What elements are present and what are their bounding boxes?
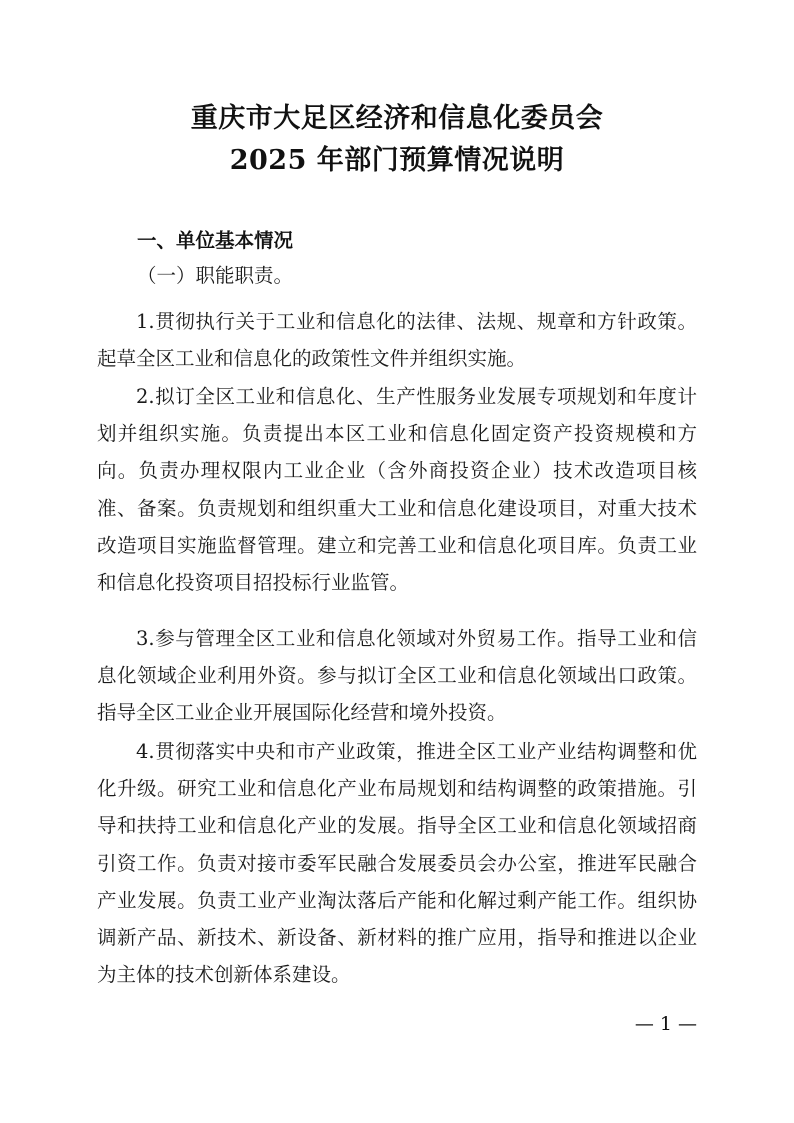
page-number: — 1 —	[634, 1013, 697, 1035]
document-title-line2: 2025 年部门预算情况说明	[229, 145, 565, 176]
paragraph-2: 2.拟订全区工业和信息化、生产性服务业发展专项规划和年度计划并组织实施。负责提出本区工业和信息化固定资产投资规模和方向。负责办理权限内工业企业（含外商投资企业）技术改造项目核准、备案。负责规划和组织重大工业和信息化建设项目，对重大技术改造项目实施监督管理。建立和完善工业和信息化项目库。负责工业和信息化投资项目招投标行业监管。	[97, 385, 697, 595]
paragraph-4: 4.贯彻落实中央和市产业政策，推进全区工业产业结构调整和优化升级。研究工业和信息化产业布局规划和结构调整的政策措施。引导和扶持工业和信息化产业的发展。指导全区工业和信息化领域招商引资工作。负责对接市委军民融合发展委员会办公室，推进军民融合产业发展。负责工业产业淘汰落后产能和化解过剩产能工作。组织协调新产品、新技术、新设备、新材料的推广应用，指导和推进以企业为主体的技术创新体系建设。	[97, 740, 697, 987]
document-title-line1: 重庆市大足区经济和信息化委员会	[190, 103, 604, 134]
paragraph-1: 1.贯彻执行关于工业和信息化的法律、法规、规章和方针政策。起草全区工业和信息化的政策性文件并组织实施。	[97, 310, 697, 371]
paragraph-3: 3.参与管理全区工业和信息化领域对外贸易工作。指导工业和信息化领域企业利用外资。参与拟订全区工业和信息化领域出口政策。指导全区工业企业开展国际化经营和境外投资。	[97, 627, 697, 725]
subsection-heading: （一）职能职责。	[137, 264, 294, 287]
section-heading: 一、单位基本情况	[137, 229, 294, 252]
